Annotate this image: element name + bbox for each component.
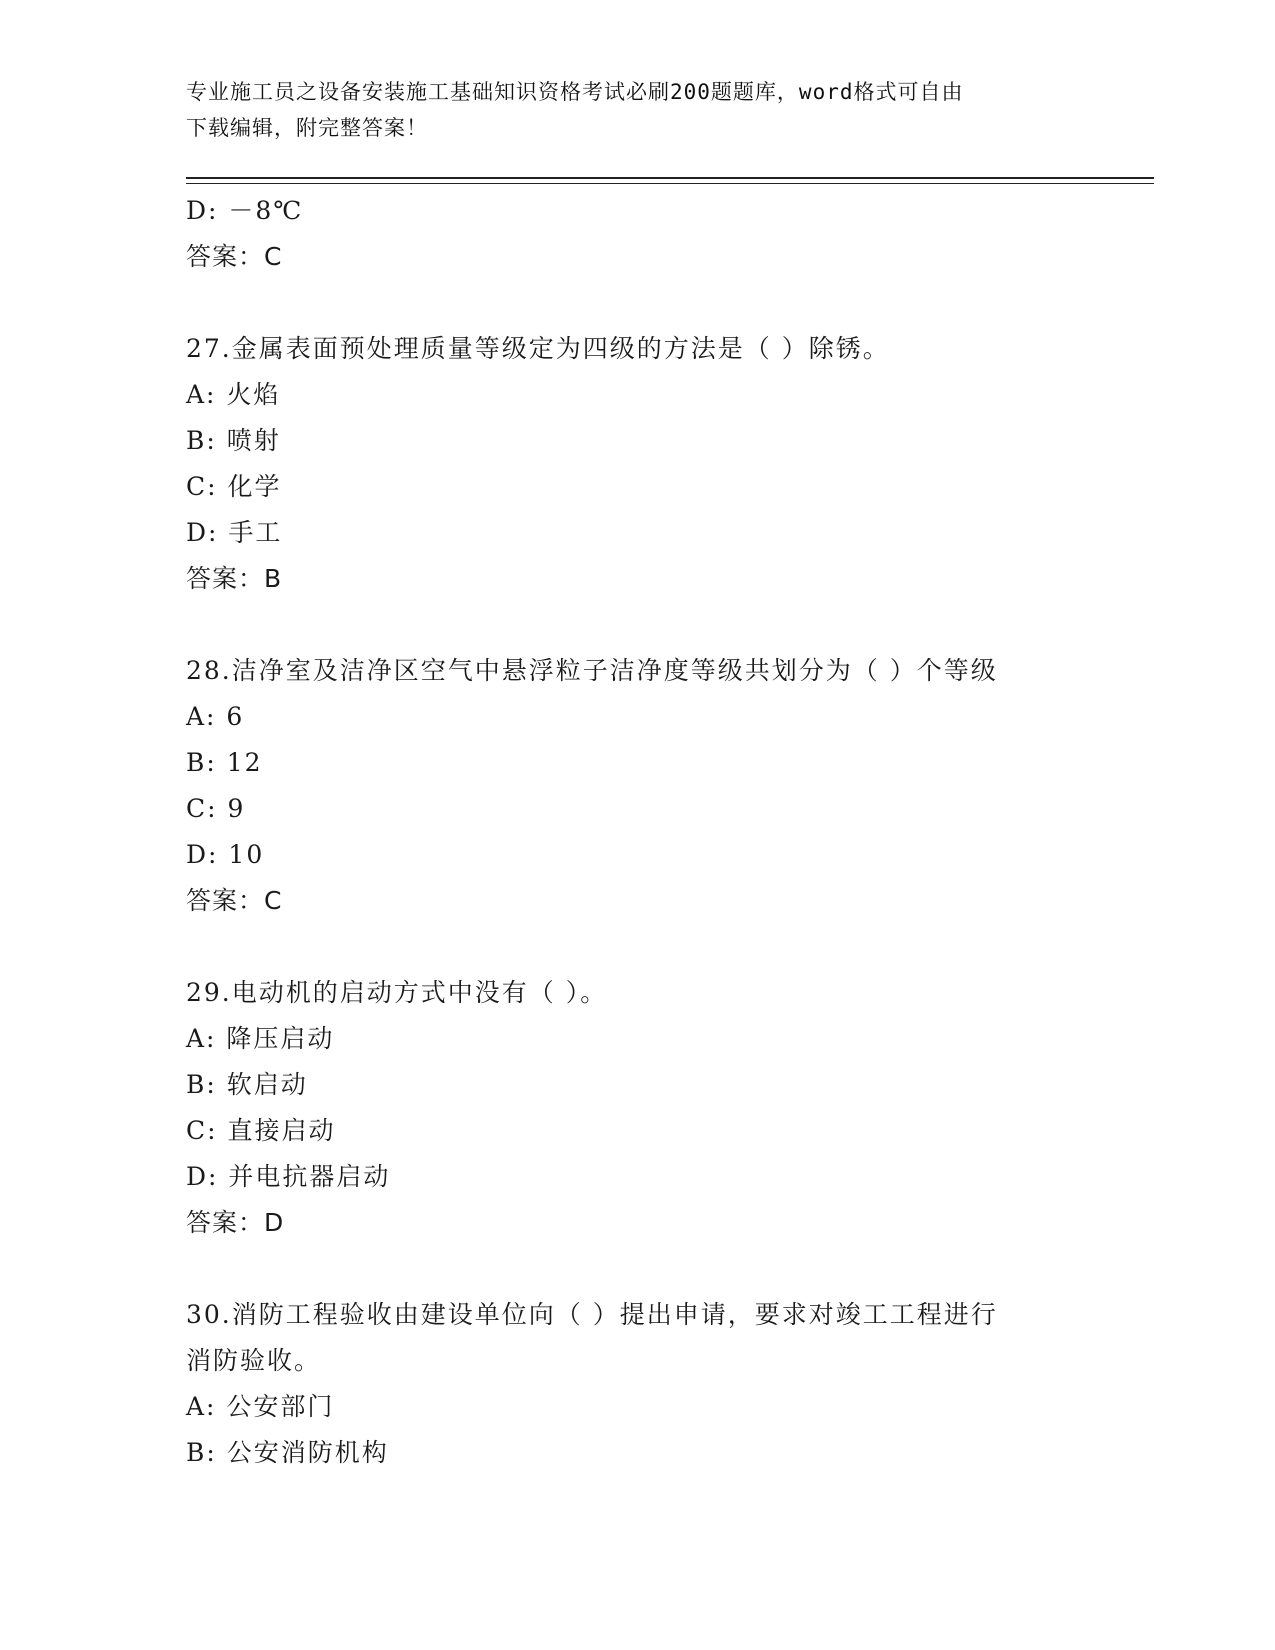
question-stem: 29.电动机的启动方式中没有（ ）。	[186, 978, 608, 1007]
header-line-1: 专业施工员之设备安装施工基础知识资格考试必刷200题题库，word格式可自由	[186, 80, 964, 104]
option-b: B: 公安消防机构	[186, 1438, 389, 1467]
option-c: C: 9	[186, 794, 246, 823]
header-divider-thin	[186, 183, 1154, 184]
document-header	[186, 74, 1086, 146]
question-30	[186, 1292, 1154, 1476]
answer-line: 答案：C	[186, 242, 283, 271]
question-stem-line-2: 消防验收。	[186, 1346, 322, 1375]
option-d: D: 手工	[186, 518, 283, 547]
answer-line: 答案：C	[186, 886, 283, 915]
spacer	[186, 924, 1154, 970]
question-stem-line-1: 30.消防工程验收由建设单位向（ ）提出申请，要求对竣工工程进行	[186, 1300, 998, 1329]
option-a: A: 火焰	[186, 380, 281, 409]
header-divider-thick	[186, 177, 1154, 179]
option-b: B: 喷射	[186, 426, 281, 455]
answer-line: 答案：B	[186, 564, 283, 593]
option-d: D: 并电抗器启动	[186, 1162, 391, 1191]
question-stem: 27.金属表面预处理质量等级定为四级的方法是（ ）除锈。	[186, 334, 890, 363]
option-a: A: 公安部门	[186, 1392, 335, 1421]
question-list	[186, 188, 1154, 1476]
question-27	[186, 326, 1154, 602]
spacer	[186, 602, 1154, 648]
question-stem: 28.洁净室及洁净区空气中悬浮粒子洁净度等级共划分为（ ）个等级	[186, 656, 998, 685]
header-line-2: 下载编辑，附完整答案！	[186, 116, 428, 140]
option-b: B: 12	[186, 748, 263, 777]
question-28	[186, 648, 1154, 924]
option-c: C: 化学	[186, 472, 282, 501]
option-c: C: 直接启动	[186, 1116, 336, 1145]
option-d: D: －8℃	[186, 196, 304, 225]
spacer	[186, 1246, 1154, 1292]
option-a: A: 6	[186, 702, 245, 731]
question-29	[186, 970, 1154, 1246]
answer-line: 答案：D	[186, 1208, 285, 1237]
option-a: A: 降压启动	[186, 1024, 335, 1053]
spacer	[186, 280, 1154, 326]
option-d: D: 10	[186, 840, 265, 869]
option-b: B: 软启动	[186, 1070, 308, 1099]
